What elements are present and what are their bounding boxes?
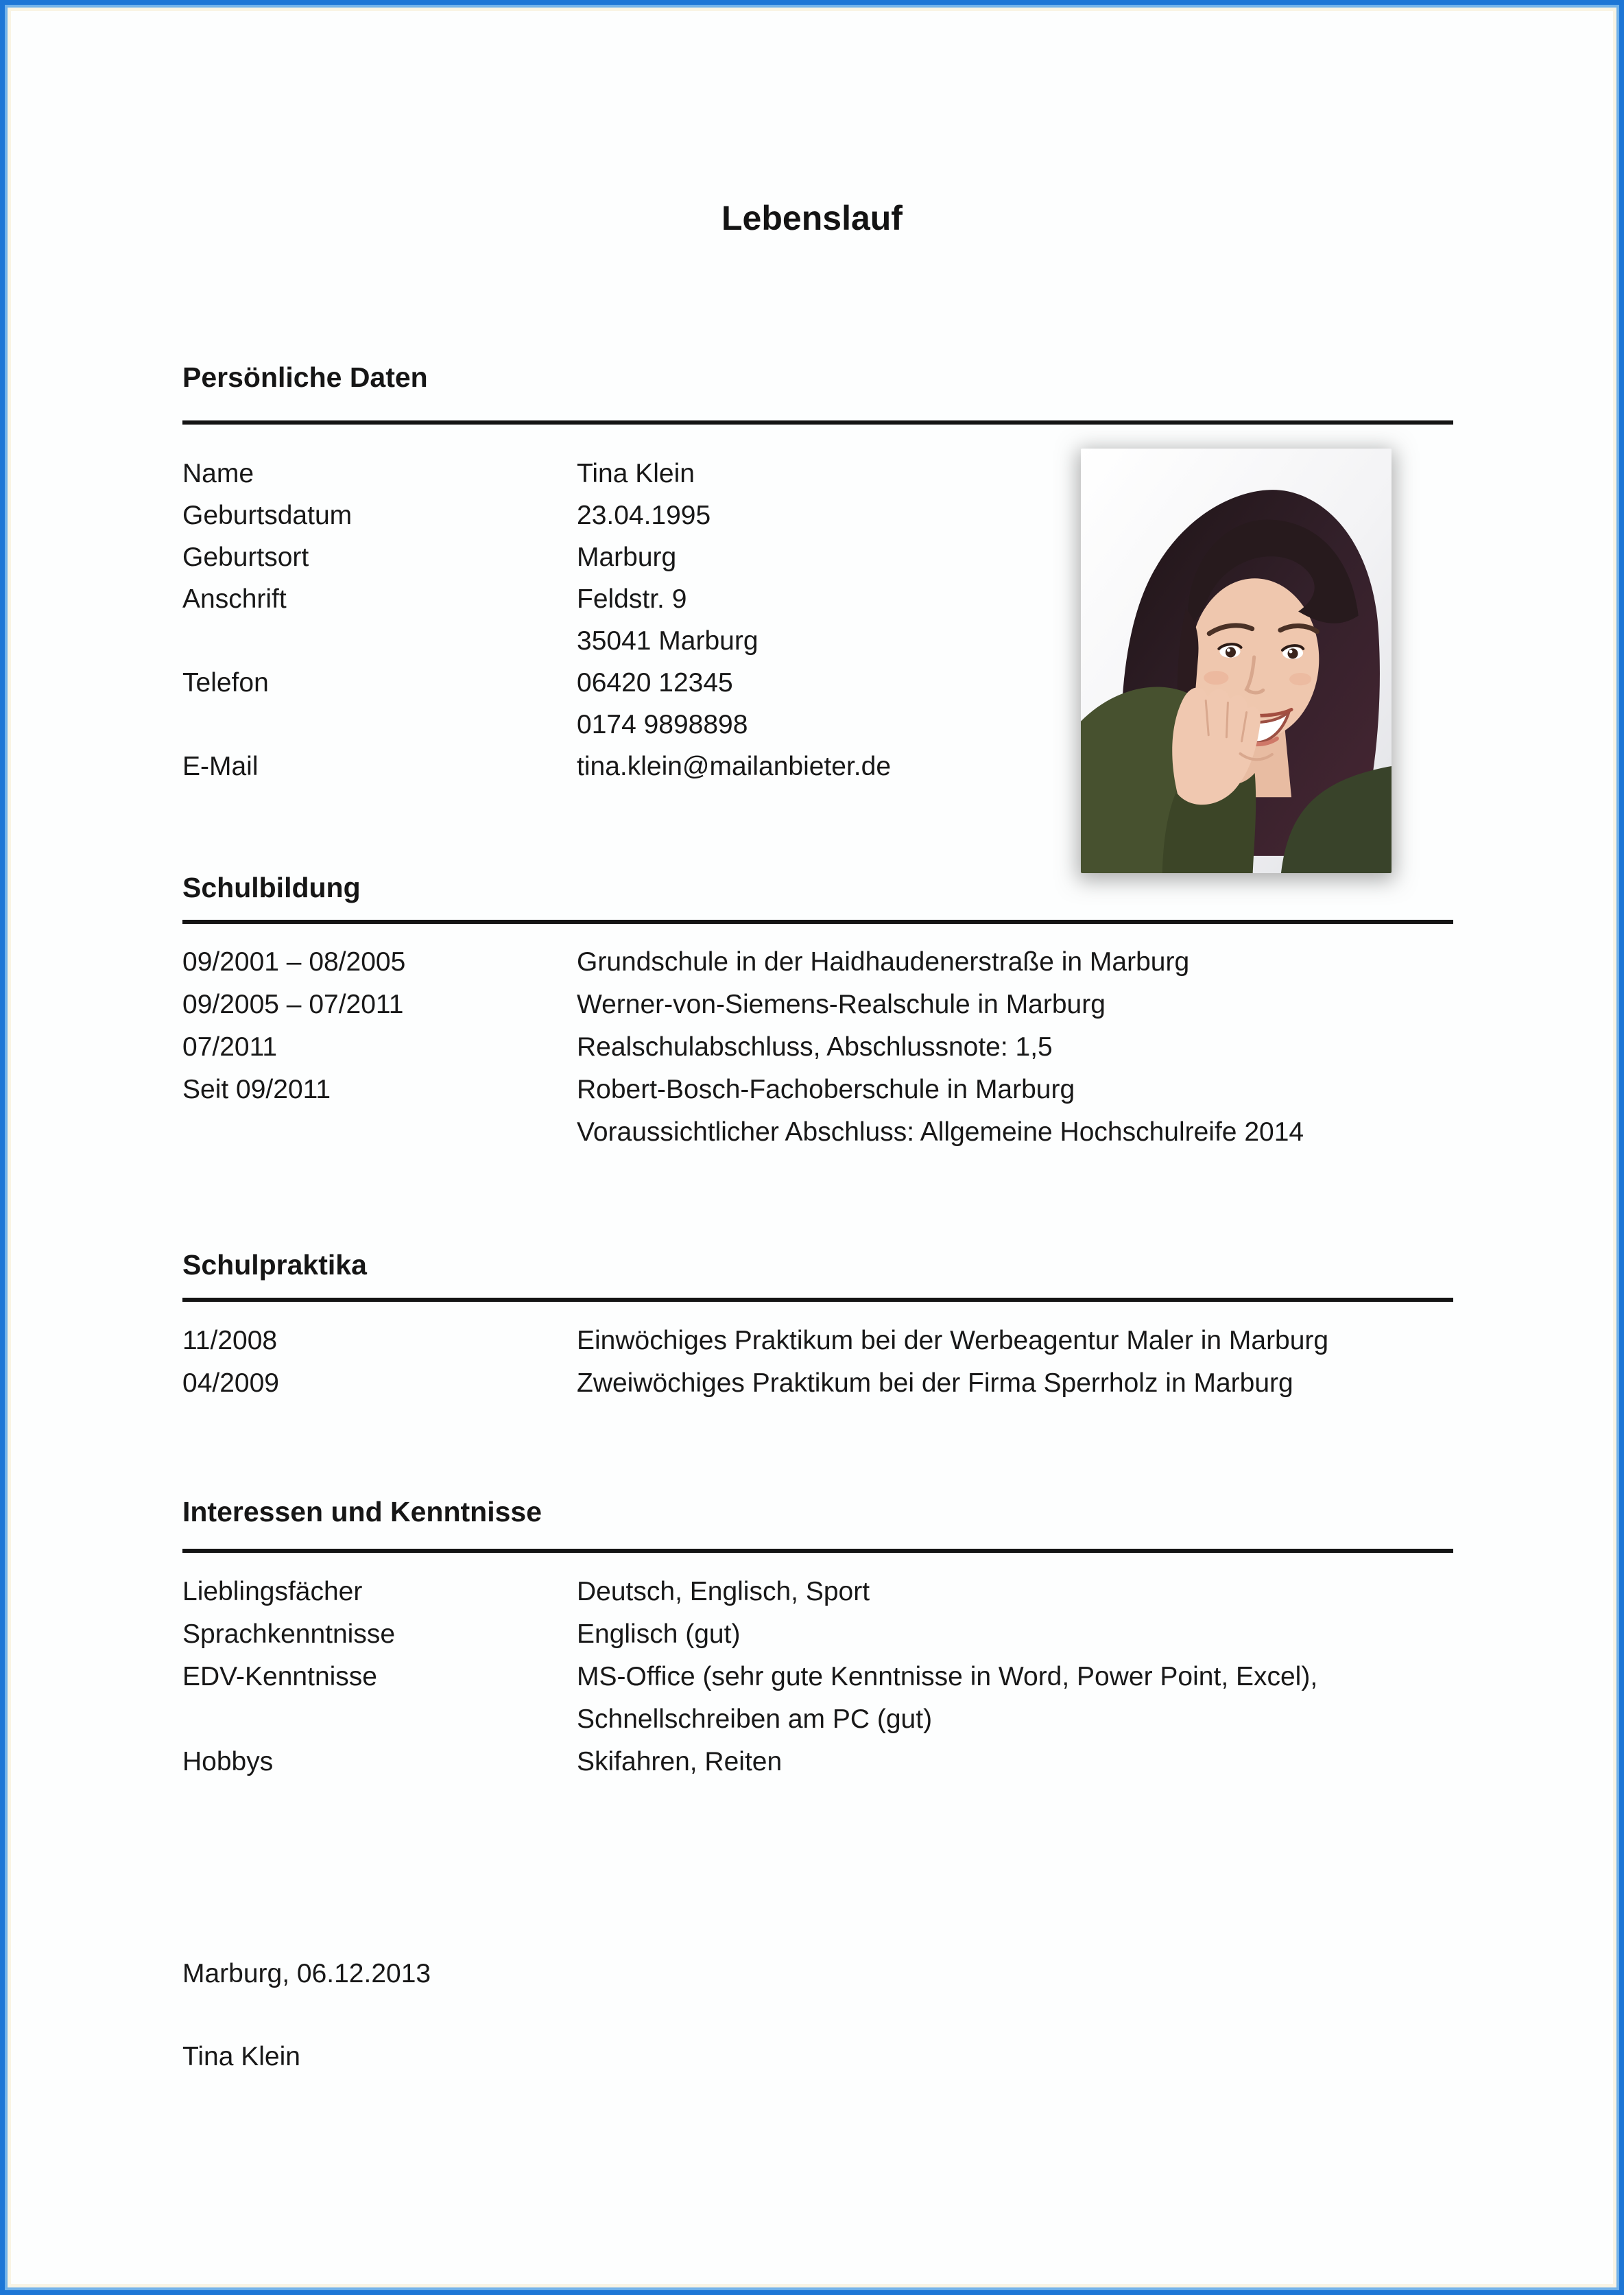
field-label: Hobbys: [182, 1747, 274, 1776]
field-row: [182, 1069, 1465, 1111]
signature-name: Tina Klein: [182, 2042, 300, 2071]
field-label: Telefon: [182, 667, 269, 698]
field-row: [182, 1026, 1465, 1069]
section-heading-internships: Schulpraktika: [182, 1249, 367, 1281]
field-row: [182, 1320, 1465, 1362]
field-value: tina.klein@mailanbieter.de: [577, 751, 892, 781]
field-label: 04/2009: [182, 1368, 279, 1398]
field-label: 07/2011: [182, 1032, 278, 1062]
field-value: Deutsch, Englisch, Sport: [577, 1577, 870, 1606]
section-heading-personal-data: Persönliche Daten: [182, 361, 428, 393]
field-value: Schnellschreiben am PC (gut): [577, 1704, 933, 1734]
field-label: Lieblingsfächer: [182, 1577, 363, 1606]
field-row: [182, 1571, 1465, 1613]
field-row: [182, 1656, 1465, 1698]
field-label: Seit 09/2011: [182, 1075, 331, 1104]
field-label: 09/2005 – 07/2011: [182, 990, 404, 1019]
field-row: [182, 941, 1465, 984]
section-rule: [182, 1549, 1453, 1553]
field-row: [182, 1362, 1465, 1405]
field-value: Tina Klein: [577, 458, 695, 488]
page-title: Lebenslauf: [721, 199, 903, 237]
section-rule: [182, 1298, 1453, 1302]
field-value: Robert-Bosch-Fachoberschule in Marburg: [577, 1075, 1075, 1104]
section-rule: [182, 420, 1453, 425]
field-label: Sprachkenntnisse: [182, 1619, 396, 1649]
field-value: Realschulabschluss, Abschlussnote: 1,5: [577, 1032, 1053, 1062]
field-row: [182, 1698, 1465, 1741]
field-value: MS-Office (sehr gute Kenntnisse in Word, Power Point, Excel),: [577, 1662, 1318, 1691]
field-value: 23.04.1995: [577, 500, 711, 530]
interest-rows: [182, 1571, 1465, 1783]
section-rule: [182, 920, 1453, 924]
field-row: [182, 984, 1465, 1026]
field-value: Englisch (gut): [577, 1619, 741, 1649]
section-heading-education: Schulbildung: [182, 872, 361, 903]
field-value: Grundschule in der Haidhaudenerstraße in Marburg: [577, 947, 1190, 977]
field-value: Werner-von-Siemens-Realschule in Marburg: [577, 990, 1106, 1019]
field-value: 0174 9898898: [577, 709, 748, 739]
field-value: Einwöchiges Praktikum bei der Werbeagentur Maler in Marburg: [577, 1326, 1329, 1355]
place-date-line: Marburg, 06.12.2013: [182, 1959, 431, 1988]
field-value: Zweiwöchiges Praktikum bei der Firma Sperrholz in Marburg: [577, 1368, 1293, 1398]
field-label: 09/2001 – 08/2005: [182, 947, 406, 977]
field-row: [182, 1613, 1465, 1656]
field-value: Skifahren, Reiten: [577, 1747, 783, 1776]
education-rows: [182, 941, 1465, 1154]
field-value: 06420 12345: [577, 667, 733, 698]
field-label: 11/2008: [182, 1326, 278, 1355]
field-label: Anschrift: [182, 584, 287, 614]
field-label: Name: [182, 458, 254, 488]
applicant-portrait-photo: [1081, 449, 1392, 873]
field-row: [182, 1111, 1465, 1154]
field-label: E-Mail: [182, 751, 259, 781]
field-label: Geburtsdatum: [182, 500, 353, 530]
field-row: [182, 1741, 1465, 1783]
field-value: Voraussichtlicher Abschluss: Allgemeine Hochschulreife 2014: [577, 1117, 1304, 1147]
internship-rows: [182, 1320, 1465, 1405]
field-label: EDV-Kenntnisse: [182, 1662, 377, 1691]
field-value: Marburg: [577, 542, 677, 572]
field-value: Feldstr. 9: [577, 584, 687, 614]
cv-content: [5, 5, 1619, 2290]
section-heading-interests: Interessen und Kenntnisse: [182, 1496, 542, 1527]
field-value: 35041 Marburg: [577, 626, 759, 656]
field-label: Geburtsort: [182, 542, 309, 572]
